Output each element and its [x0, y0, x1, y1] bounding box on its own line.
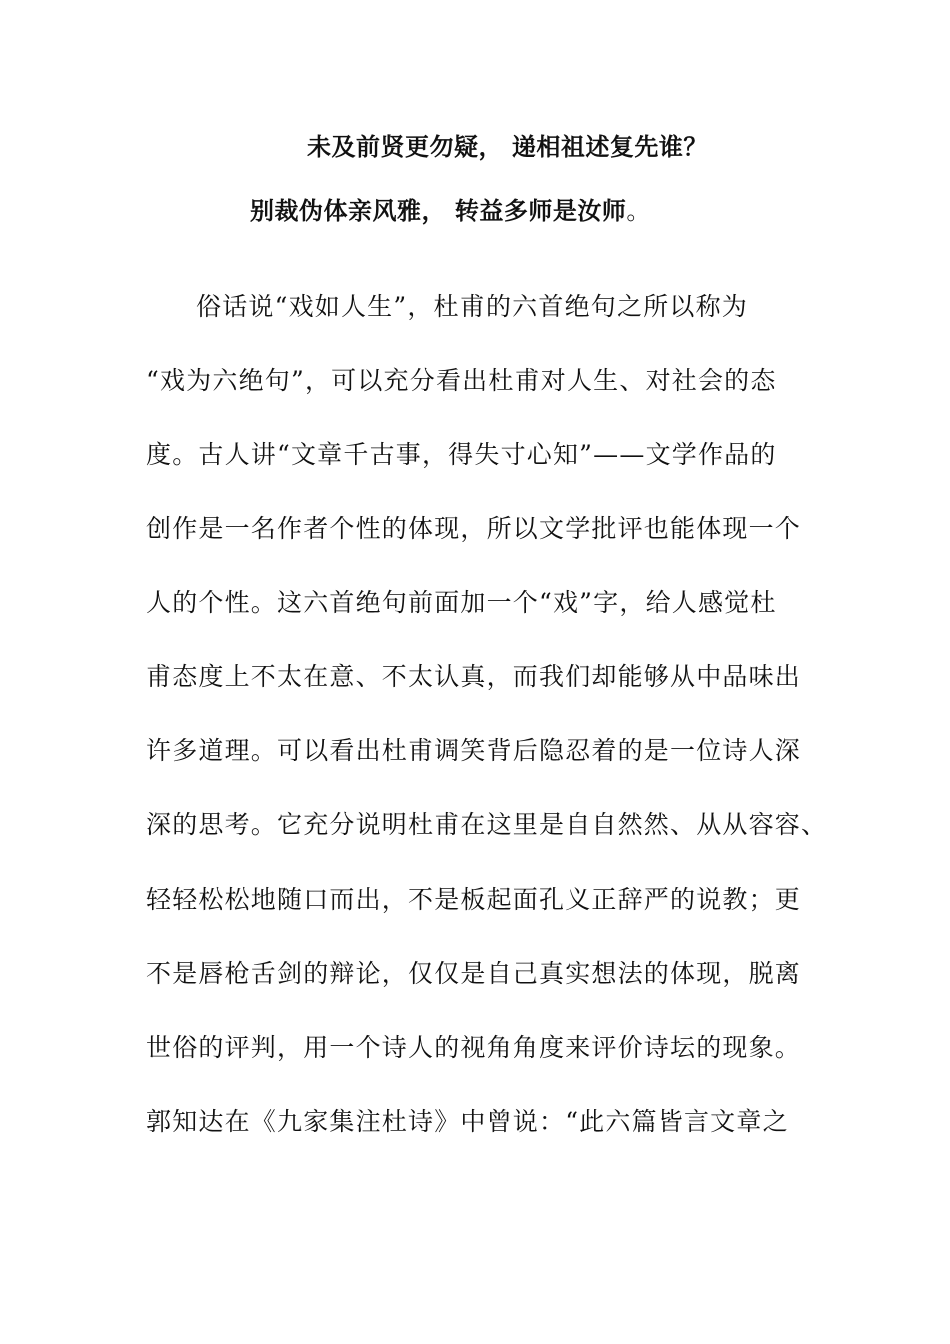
poem-line-2-period: 。 — [626, 197, 651, 225]
paragraph-line-5: 人的个性。这六首绝句前面加一个“戏”字，给人感觉杜 — [146, 588, 777, 617]
paragraph-line-11: 世俗的评判，用一个诗人的视角角度来评价诗坛的现象。 — [146, 1033, 802, 1062]
paragraph-line-6: 甫态度上不太在意、不太认真，而我们却能够从中品味出 — [146, 662, 802, 691]
paragraph-line-2: “戏为六绝句”，可以充分看出杜甫对人生、对社会的态 — [146, 366, 777, 395]
poem-line-2 — [250, 191, 651, 226]
paragraph-line-10: 不是唇枪舌剑的辩论，仅仅是自己真实想法的体现，脱离 — [146, 959, 802, 988]
paragraph-line-12: 郭知达在《九家集注杜诗》中曾说：“此六篇皆言文章之 — [146, 1107, 789, 1136]
paragraph-line-1: 俗话说“戏如人生”，杜甫的六首绝句之所以称为 — [196, 292, 748, 321]
poem-line-2-text: 别裁伪体亲风雅， 转益多师是汝师 — [250, 196, 627, 225]
paragraph-line-3: 度。古人讲“文章千古事，得失寸心知”——文学作品的 — [146, 440, 777, 469]
paragraph-line-4: 创作是一名作者个性的体现，所以文学批评也能体现一个 — [146, 514, 802, 543]
paragraph-line-7: 许多道理。可以看出杜甫调笑背后隐忍着的是一位诗人深 — [146, 736, 802, 765]
poem-line-1: 未及前贤更勿疑， 递相祖述复先谁？ — [307, 132, 708, 161]
paragraph-line-8: 深的思考。它充分说明杜甫在这里是自自然然、从从容容、 — [146, 810, 828, 839]
paragraph-line-9: 轻轻松松地随口而出，不是板起面孔义正辞严的说教；更 — [146, 885, 802, 914]
